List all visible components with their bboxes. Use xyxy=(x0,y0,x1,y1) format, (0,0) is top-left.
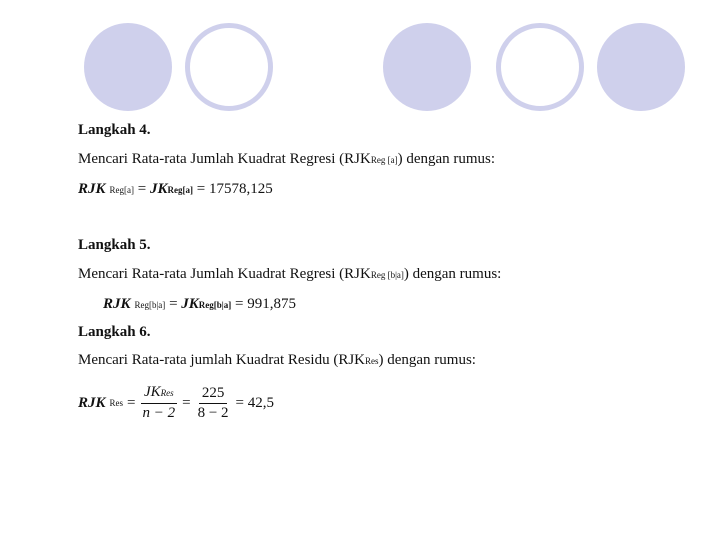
step5-jk-sub: Reg[b|a] xyxy=(198,300,232,310)
step6-heading: Langkah 6. xyxy=(78,324,151,340)
step6-numerator-symbolic xyxy=(141,384,177,404)
decor-circle-ring xyxy=(185,23,273,111)
step6-desc-post: ) dengan rumus: xyxy=(378,352,476,368)
step6-rjk-sub: Res xyxy=(109,398,124,408)
step6-rjk: RJK xyxy=(78,394,106,411)
step4-eq1: = xyxy=(137,181,147,197)
decor-circle-filled xyxy=(597,23,685,111)
step5-jk: JK xyxy=(181,296,199,312)
step5-rjk: RJK xyxy=(103,296,131,312)
step6-eq1: = xyxy=(127,394,136,411)
step5-desc-post: ) dengan rumus: xyxy=(403,266,502,282)
step4-result: = 17578,125 xyxy=(196,181,273,197)
step6-formula xyxy=(78,380,274,426)
step6-fraction-symbolic xyxy=(139,384,178,422)
step6-denominator-numeric: 8 − 2 xyxy=(197,404,229,421)
step4-desc-sub: Reg [a] xyxy=(370,155,398,165)
step5-result: = 991,875 xyxy=(235,296,296,312)
decor-circle-filled xyxy=(84,23,172,111)
step4-rjk-sub: Reg[a] xyxy=(109,185,135,195)
step5-desc-pre: Mencari Rata-rata Jumlah Kuadrat Regresi (RJK xyxy=(78,266,371,282)
step5-description xyxy=(78,265,501,284)
step5-desc-sub: Reg [b|a] xyxy=(370,270,404,280)
step5-heading: Langkah 5. xyxy=(78,237,151,253)
step5-eq1: = xyxy=(169,296,178,312)
step4-jk-sub: Reg[a] xyxy=(167,185,193,195)
step6-fraction-numeric xyxy=(195,385,232,422)
step4-desc-post: ) dengan rumus: xyxy=(397,151,496,167)
step6-denominator-symbolic: n − 2 xyxy=(142,405,176,421)
step4-jk: JK xyxy=(149,181,168,197)
step6-description xyxy=(78,351,476,370)
step4-heading: Langkah 4. xyxy=(78,122,151,138)
step6-result: = 42,5 xyxy=(235,394,275,411)
step6-num-sub: Res xyxy=(160,388,174,398)
step5-rjk-sub: Reg[b|a] xyxy=(134,300,166,310)
step6-desc-sub: Res xyxy=(365,356,379,366)
step4-description xyxy=(78,150,495,169)
step6-desc-pre: Mencari Rata-rata jumlah Kuadrat Residu (RJK xyxy=(78,352,365,368)
step4-rjk: RJK xyxy=(78,181,106,197)
step6-numerator-numeric: 225 xyxy=(199,385,228,404)
step4-formula xyxy=(78,180,273,199)
step5-formula xyxy=(103,295,296,314)
step4-desc-pre: Mencari Rata-rata Jumlah Kuadrat Regresi (RJK xyxy=(78,151,371,167)
decor-circle-ring xyxy=(496,23,584,111)
decor-circle-filled xyxy=(383,23,471,111)
step6-num-jk: JK xyxy=(143,384,161,400)
step6-eq2: = xyxy=(182,394,191,411)
